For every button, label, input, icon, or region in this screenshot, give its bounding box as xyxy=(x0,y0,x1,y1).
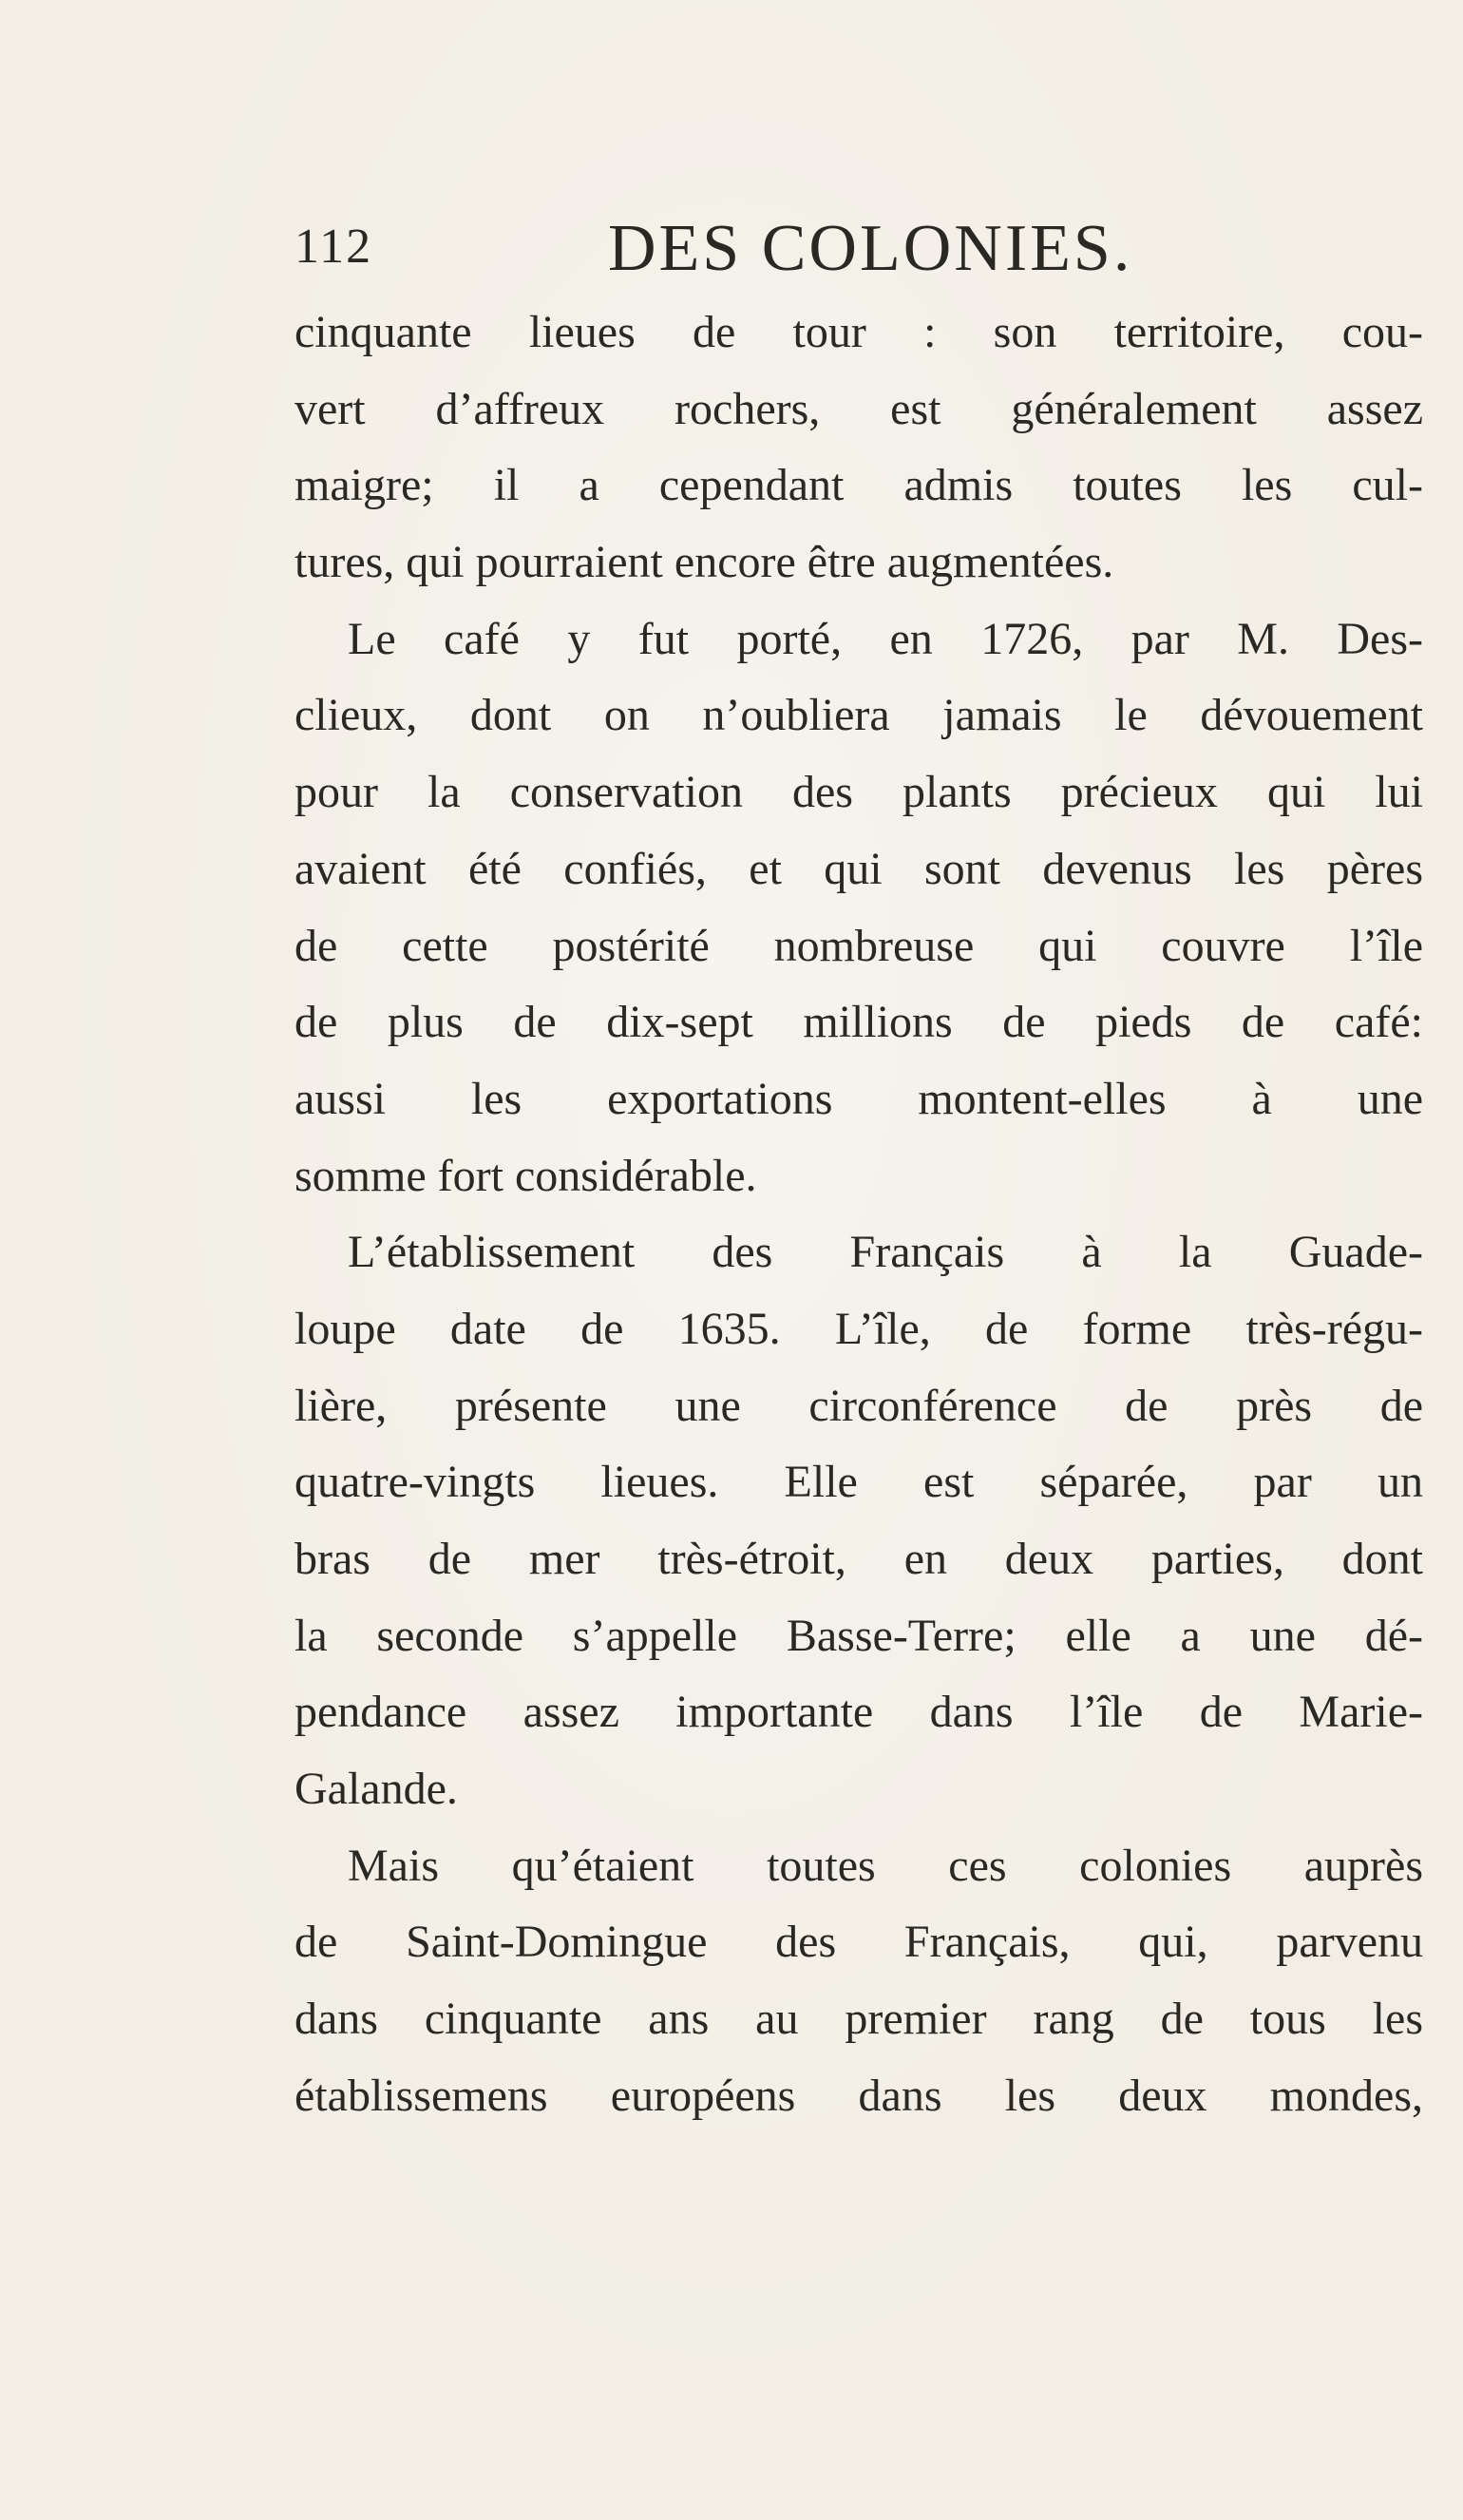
text-line: de Saint-Domingue des Français, qui, parvenu xyxy=(294,1917,1423,1968)
text-line: somme fort considérable. xyxy=(294,1150,757,1201)
text-line: aussi les exportations montent-elles à une xyxy=(294,1073,1423,1124)
text-line: de cette postérité nombreuse qui couvre l’île xyxy=(294,920,1423,971)
text-line: Le café y fut porté, en 1726, par M. Des- xyxy=(348,613,1423,664)
text-line: loupe date de 1635. L’île, de forme très-régu- xyxy=(294,1303,1423,1354)
text-line: vert d’affreux rochers, est généralement assez xyxy=(294,383,1423,434)
text-line: la seconde s’appelle Basse-Terre; elle a une dé- xyxy=(294,1610,1423,1661)
text-line: pour la conservation des plants précieux qui lui xyxy=(294,767,1423,818)
running-title: DES COLONIES. xyxy=(608,212,1133,285)
text-line: L’établissement des Français à la Guade- xyxy=(348,1227,1423,1278)
text-line: établissemens européens dans les deux mondes, xyxy=(294,2070,1423,2121)
text-line: Galande. xyxy=(294,1764,458,1815)
text-line: tures, qui pourraient encore être augmentées. xyxy=(294,537,1114,588)
text-line: bras de mer très-étroit, en deux parties, dont xyxy=(294,1534,1423,1584)
page-number: 112 xyxy=(294,220,373,274)
text-line: maigre; il a cependant admis toutes les cul- xyxy=(294,460,1423,511)
text-line: pendance assez importante dans l’île de Marie- xyxy=(294,1687,1423,1738)
text-line: de plus de dix-sept millions de pieds de café: xyxy=(294,997,1423,1048)
text-line: clieux, dont on n’oubliera jamais le dévouement xyxy=(294,690,1423,741)
text-line: dans cinquante ans au premier rang de tous les xyxy=(294,1994,1423,2045)
text-line: quatre-vingts lieues. Elle est séparée, par un xyxy=(294,1457,1423,1508)
text-line: cinquante lieues de tour : son territoire, cou- xyxy=(294,307,1423,357)
page-header xyxy=(294,211,1168,287)
text-line: Mais qu’étaient toutes ces colonies auprès xyxy=(348,1840,1423,1891)
text-line: avaient été confiés, et qui sont devenus les pères xyxy=(294,843,1423,894)
body-text xyxy=(294,295,1423,2135)
text-line: lière, présente une circonférence de près de xyxy=(294,1380,1423,1431)
